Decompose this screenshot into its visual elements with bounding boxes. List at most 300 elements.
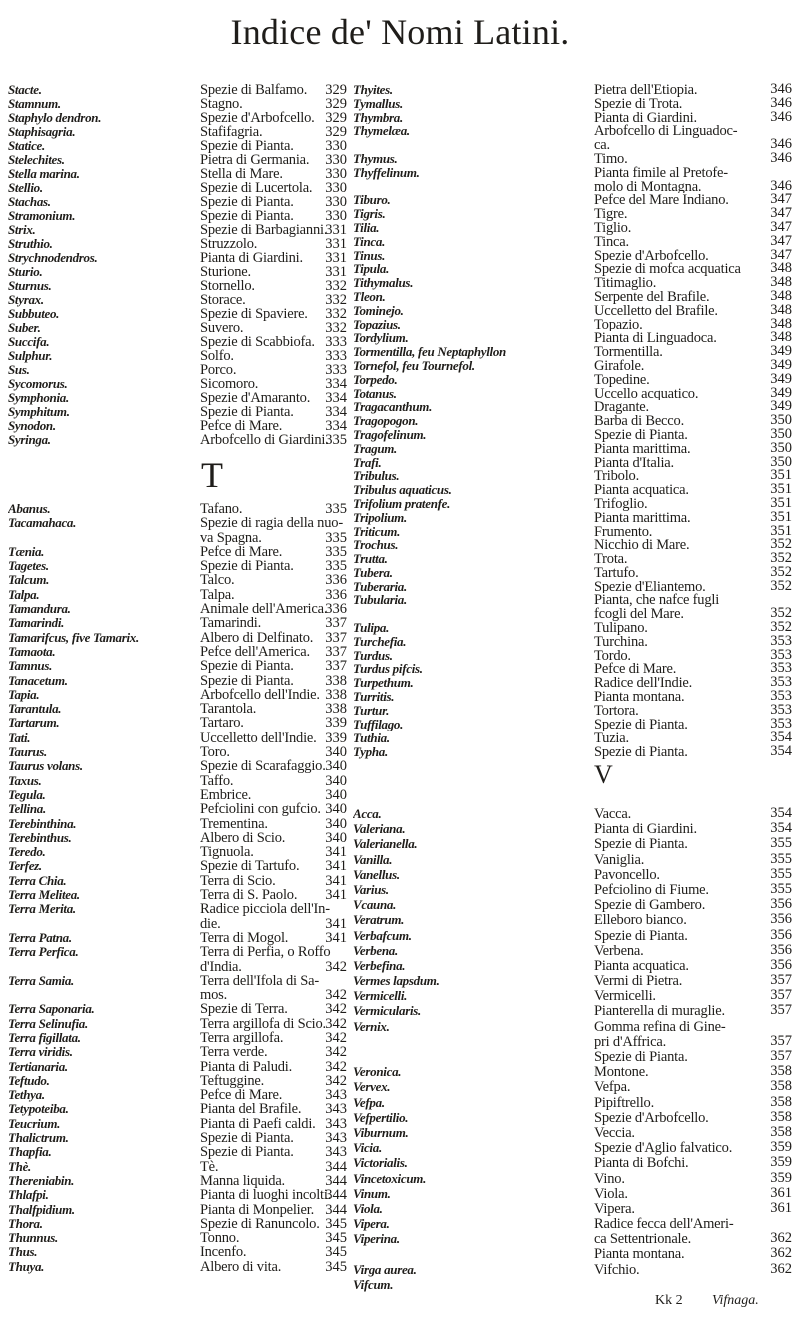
page-number: 340 — [325, 759, 347, 774]
col1-t-block — [8, 502, 198, 1274]
latin-name: Verbena. — [353, 942, 398, 958]
latin-name: Thymus. — [353, 151, 398, 166]
index-entry — [200, 859, 347, 873]
index-entry — [594, 690, 792, 704]
latin-name: Thuya. — [8, 1259, 45, 1274]
italian-name: Pianta d'Italia. — [594, 455, 674, 470]
italian-name: Elleboro bianco. — [594, 912, 687, 928]
latin-name: Taxus. — [8, 773, 42, 788]
page-number: 357 — [770, 1003, 792, 1019]
page-number: 351 — [770, 510, 792, 525]
index-entry — [594, 138, 792, 152]
latin-name: Thè. — [8, 1159, 31, 1174]
page-number: 338 — [325, 687, 347, 703]
italian-name: Spezie di Lucertola. — [200, 181, 313, 195]
latin-name: Victorialis. — [353, 1155, 408, 1171]
page-number: 345 — [325, 1216, 347, 1232]
italian-name: Animale dell'America. — [200, 602, 328, 617]
page-number: 342 — [325, 1045, 347, 1060]
latin-name: Turpethum. — [353, 676, 414, 691]
index-entry — [594, 593, 792, 607]
index-entry — [594, 867, 792, 882]
index-entry — [594, 469, 792, 483]
latin-name: Tanacetum. — [8, 673, 68, 688]
index-entry — [594, 221, 792, 235]
latin-name: Viperina. — [353, 1231, 400, 1247]
page-number: 341 — [325, 930, 347, 946]
footer-catchword: Vifnaga. — [712, 1293, 759, 1308]
latin-name: Tribulus aquaticus. — [353, 483, 452, 497]
page-number: 356 — [770, 912, 792, 928]
index-entry — [594, 1079, 792, 1094]
col3-v-block — [353, 806, 591, 1292]
index-entry — [594, 111, 792, 125]
page-number: 329 — [325, 97, 347, 111]
index-entry — [594, 1216, 792, 1231]
italian-name: Pefciolini con gufcio. — [200, 802, 321, 817]
index-entry — [200, 917, 347, 931]
page-number: 335 — [325, 559, 347, 574]
page-number: 346 — [770, 179, 792, 194]
page-number: 354 — [770, 731, 792, 746]
index-entry — [200, 1188, 347, 1202]
page-number: 362 — [770, 1261, 792, 1277]
col3-t-block — [353, 83, 591, 759]
index-entry — [594, 525, 792, 539]
latin-name: Tigris. — [353, 207, 386, 221]
latin-name: Viburnum. — [353, 1124, 409, 1140]
latin-name: Trifolium pratenfe. — [353, 496, 451, 511]
page-number: 337 — [325, 659, 347, 674]
index-entry — [200, 1231, 347, 1245]
index-entry — [594, 676, 792, 690]
latin-name: Verbafcum. — [353, 927, 412, 943]
italian-name: Tè. — [200, 1159, 219, 1174]
index-entry — [594, 912, 792, 927]
page-number: 353 — [770, 648, 792, 663]
italian-name: Spezie d'Amaranto. — [200, 391, 311, 405]
page-number: 350 — [770, 414, 792, 428]
latin-name: Tertianaria. — [8, 1059, 68, 1074]
page-number: 335 — [325, 530, 347, 545]
index-entry — [200, 1088, 347, 1102]
italian-name: Vefpa. — [594, 1079, 631, 1095]
latin-name: Terebinthina. — [8, 816, 77, 831]
page-number: 329 — [325, 111, 347, 125]
latin-name: Strix. — [8, 223, 36, 237]
index-entry — [594, 731, 792, 745]
italian-name: pri d'Affrica. — [594, 1033, 667, 1049]
page-number: 346 — [770, 138, 792, 152]
index-entry — [594, 207, 792, 221]
italian-name: Tartufo. — [594, 565, 639, 580]
italian-name: Pianterella di muraglie. — [594, 1003, 725, 1019]
page-number: 351 — [770, 524, 792, 539]
page-number: 334 — [325, 419, 347, 433]
italian-name: Pefciolino di Fiume. — [594, 881, 709, 898]
latin-name: Staphylo dendron. — [8, 111, 102, 125]
latin-name: Terra Merita. — [8, 902, 76, 917]
index-entry — [594, 821, 792, 836]
page-number: 349 — [770, 358, 792, 373]
index-entry — [594, 304, 792, 318]
italian-name: Stella di Mare. — [200, 167, 283, 181]
latin-name: Talpa. — [8, 587, 40, 602]
page-number: 350 — [770, 441, 792, 456]
page-number: 344 — [325, 1188, 347, 1203]
page-number: 341 — [325, 845, 347, 860]
latin-name: Tamnus. — [8, 659, 53, 674]
index-entry — [594, 928, 792, 943]
page-number: 335 — [325, 544, 347, 560]
italian-name: Vacca. — [594, 806, 632, 822]
latin-name: Tuthia. — [353, 731, 390, 746]
latin-name: Taurus. — [8, 745, 47, 760]
italian-name: Dragante. — [594, 400, 649, 415]
italian-name: Pianta, che nafce fugli — [594, 593, 720, 608]
page-number: 334 — [325, 405, 347, 419]
italian-name: Spezie di ragia della nuo- — [200, 516, 343, 531]
italian-name: Pianta di Giardini. — [594, 821, 697, 837]
latin-name: Turchefia. — [353, 634, 407, 649]
latin-name — [8, 917, 198, 931]
latin-name — [353, 1246, 591, 1261]
latin-name: Tetypoteiba. — [8, 1102, 69, 1117]
page-number: 351 — [770, 469, 792, 484]
italian-name: Terra verde. — [200, 1045, 268, 1060]
latin-name: Tegula. — [8, 787, 46, 802]
page-number: 351 — [770, 496, 792, 511]
page-number: 358 — [770, 1079, 792, 1095]
italian-name: Albero di vita. — [200, 1259, 282, 1275]
italian-name: Stafifagria. — [200, 125, 263, 139]
page-number: 359 — [770, 1155, 792, 1171]
italian-name: Tonno. — [200, 1231, 240, 1246]
latin-name: Tribulus. — [353, 469, 400, 484]
index-entry — [594, 988, 792, 1003]
page-number: 354 — [770, 821, 792, 837]
italian-name: Tamarindi. — [200, 616, 262, 631]
index-entry — [200, 1174, 347, 1188]
page-number: 349 — [770, 372, 792, 387]
italian-name: Spezie di Terra. — [200, 1002, 288, 1017]
page-number: 358 — [770, 1094, 792, 1110]
italian-name: Spezie di mofca acquatica — [594, 262, 741, 277]
index-entry — [594, 852, 792, 867]
italian-name: Pianta di luoghi incolti. — [200, 1188, 332, 1203]
index-entry — [200, 349, 347, 363]
latin-name: Vicia. — [353, 1140, 382, 1156]
latin-name: Turritis. — [353, 690, 395, 704]
latin-name: Thalfpidium. — [8, 1202, 75, 1217]
latin-name: Terra Saponaria. — [8, 1002, 95, 1017]
italian-name: Pianta acquatica. — [594, 957, 689, 974]
latin-name — [353, 1049, 591, 1064]
latin-name: Tripolium. — [353, 510, 407, 525]
index-entry — [200, 209, 347, 223]
page-number: 337 — [325, 644, 347, 660]
index-entry — [200, 1002, 347, 1016]
page-number: 342 — [325, 988, 347, 1003]
latin-name: Succifa. — [8, 335, 50, 349]
index-entry — [594, 836, 792, 851]
page-number: 330 — [325, 153, 347, 167]
latin-name: Tilia. — [353, 220, 380, 235]
index-entry — [200, 321, 347, 335]
italian-name: Viola. — [594, 1185, 628, 1201]
page-number: 353 — [770, 690, 792, 704]
italian-name: Spezie d'Eliantemo. — [594, 579, 706, 594]
index-entry — [200, 1102, 347, 1116]
italian-name: Tordo. — [594, 648, 631, 663]
latin-name: Turdus pifcis. — [353, 662, 423, 677]
italian-name: Pianta di Monpelier. — [200, 1202, 314, 1217]
index-entry — [200, 251, 347, 265]
italian-name: Radice dell'Indie. — [594, 676, 693, 691]
italian-name: Tortora. — [594, 703, 639, 718]
italian-name: Teftuggine. — [200, 1073, 265, 1089]
page-number: 358 — [770, 1064, 792, 1080]
page-number: 348 — [770, 276, 792, 290]
page-number: 338 — [325, 673, 347, 688]
italian-name: Pavoncello. — [594, 866, 660, 882]
latin-name: Stramonium. — [8, 209, 76, 223]
italian-name: Pefce di Mare. — [594, 662, 677, 677]
index-entry — [594, 1019, 792, 1034]
latin-name: Totanus. — [353, 386, 397, 401]
index-entry — [200, 960, 347, 974]
page-number: 336 — [325, 602, 347, 617]
page-number: 333 — [325, 363, 347, 377]
latin-name: Tubularia. — [353, 593, 407, 608]
latin-name: Stamnum. — [8, 97, 61, 111]
italian-name: Pefce del Mare Indiano. — [594, 193, 729, 208]
italian-name: Arbofcello di Giardini. — [200, 433, 329, 447]
page-number: 352 — [770, 607, 792, 622]
page-number: 361 — [770, 1185, 792, 1201]
latin-name: Suber. — [8, 321, 41, 335]
latin-name: Tominejo. — [353, 303, 404, 318]
index-entry — [200, 307, 347, 321]
index-entry — [200, 391, 347, 405]
index-entry — [594, 97, 792, 111]
page-number: 344 — [325, 1202, 347, 1217]
page-number: 352 — [770, 565, 792, 580]
italian-name: Spezie di Barbagianni. — [200, 223, 328, 237]
italian-name: Vermicelli. — [594, 988, 656, 1004]
latin-name: Strychnodendros. — [8, 251, 98, 265]
index-entry — [594, 262, 792, 276]
latin-name: Talcum. — [8, 573, 50, 588]
index-entry — [594, 566, 792, 580]
latin-name: Tagetes. — [8, 559, 49, 574]
italian-name: Spezie di Scabbiofa. — [200, 335, 315, 349]
page-number: 352 — [770, 579, 792, 594]
italian-name: Girafole. — [594, 358, 645, 373]
latin-name: Teftudo. — [8, 1073, 50, 1088]
index-entry — [200, 83, 347, 97]
latin-name: Teredo. — [8, 845, 46, 860]
page-number: 332 — [325, 279, 347, 293]
latin-name: Tormentilla, feu Neptaphyllon — [353, 345, 506, 359]
latin-name: Tiburo. — [353, 193, 391, 208]
index-entry — [594, 511, 792, 525]
page-number: 340 — [325, 773, 347, 788]
index-entry — [594, 331, 792, 345]
page-number: 342 — [325, 1016, 347, 1031]
page-number: 342 — [325, 1073, 347, 1089]
index-entry — [200, 931, 347, 945]
latin-name: Valerianella. — [353, 836, 418, 852]
index-entry — [200, 237, 347, 251]
italian-name: va Spagna. — [200, 530, 262, 545]
italian-name: Spezie di Pianta. — [200, 209, 294, 223]
index-entry — [594, 180, 792, 194]
index-entry — [594, 973, 792, 988]
index-entry — [594, 193, 792, 207]
italian-name: die. — [200, 916, 221, 931]
page-number: 352 — [770, 621, 792, 635]
index-entry — [200, 1017, 347, 1031]
index-entry — [200, 831, 347, 845]
index-entry — [200, 1160, 347, 1174]
index-entry — [594, 1049, 792, 1064]
index-entry — [594, 428, 792, 442]
latin-name: Styrax. — [8, 293, 44, 307]
latin-name: Vanilla. — [353, 851, 393, 867]
latin-name: Tellina. — [8, 802, 46, 817]
italian-name: Talco. — [200, 573, 235, 588]
index-entry — [594, 318, 792, 332]
latin-name: Typha. — [353, 745, 388, 760]
page-number: 356 — [770, 942, 792, 958]
page-number: 354 — [770, 745, 792, 760]
latin-name: Valeriana. — [353, 821, 406, 837]
index-entry — [200, 265, 347, 279]
italian-name: Pianta del Brafile. — [200, 1102, 302, 1117]
index-entry — [594, 373, 792, 387]
page-number: 353 — [770, 717, 792, 732]
page-number: 337 — [325, 616, 347, 631]
index-entry — [594, 1125, 792, 1140]
index-entry — [594, 124, 792, 138]
latin-name: Sturnus. — [8, 279, 52, 293]
latin-name: Tapia. — [8, 687, 40, 702]
italian-name: Tinca. — [594, 234, 629, 249]
page-number: 342 — [325, 1059, 347, 1074]
page-number: 347 — [770, 207, 792, 221]
italian-name: Terra di Scio. — [200, 873, 276, 889]
latin-name — [353, 138, 591, 152]
latin-name: Symphonia. — [8, 391, 69, 405]
italian-name: Tiglio. — [594, 220, 632, 235]
index-entry — [200, 1031, 347, 1045]
index-entry — [200, 602, 347, 616]
index-entry — [200, 1060, 347, 1074]
latin-name: Thapfia. — [8, 1145, 52, 1160]
italian-name: Embrice. — [200, 787, 252, 803]
col2-s-block — [200, 83, 347, 447]
italian-name: Spezie di Pianta. — [594, 427, 688, 442]
page-number: 336 — [325, 573, 347, 588]
italian-name: Timo. — [594, 151, 628, 166]
italian-name: Vifchio. — [594, 1261, 640, 1277]
latin-name: Terra Patna. — [8, 930, 72, 945]
index-entry — [200, 125, 347, 139]
italian-name: Struzzolo. — [200, 237, 258, 251]
latin-name: Tinca. — [353, 234, 386, 249]
latin-name: Veratrum. — [353, 912, 405, 928]
section-letter-t: T — [201, 455, 223, 495]
latin-name: Vanellus. — [353, 866, 400, 882]
index-entry — [200, 888, 347, 902]
index-entry — [594, 235, 792, 249]
latin-name: Tragofelinum. — [353, 427, 427, 442]
index-entry — [200, 1245, 347, 1259]
page-number: 336 — [325, 587, 347, 603]
page-number: 353 — [770, 676, 792, 691]
index-entry — [594, 1201, 792, 1216]
index-entry — [200, 774, 347, 788]
page-number: 350 — [770, 427, 792, 442]
page-number: 346 — [770, 83, 792, 97]
page-number: 347 — [770, 234, 792, 249]
italian-name: Pefce di Mare. — [200, 1088, 283, 1103]
page-number: 349 — [770, 400, 792, 415]
index-entry — [594, 1095, 792, 1110]
italian-name: Sturione. — [200, 265, 251, 279]
index-entry — [594, 806, 792, 821]
index-entry — [200, 573, 347, 587]
page-number: 331 — [325, 223, 347, 237]
latin-name: Tuffilago. — [353, 717, 404, 732]
index-entry — [594, 1262, 792, 1277]
page-number: 354 — [770, 806, 792, 821]
italian-name: Terra di Mogol. — [200, 930, 289, 946]
latin-name: Sturio. — [8, 265, 43, 279]
page-number: 337 — [325, 630, 347, 645]
page-number: 345 — [325, 1245, 347, 1260]
index-entry — [200, 702, 347, 716]
page-number: 341 — [325, 888, 347, 903]
italian-name: Spezie di Ranuncolo. — [200, 1216, 320, 1232]
italian-name: Pianta di Giardini. — [594, 110, 697, 125]
latin-name: Trafi. — [353, 455, 382, 470]
index-entry — [200, 97, 347, 111]
italian-name: ca Settentrionale. — [594, 1231, 692, 1247]
italian-name: Pianta acquatica. — [594, 483, 689, 497]
col2-t-block — [200, 502, 347, 1274]
page-number: 347 — [770, 220, 792, 235]
index-entry — [594, 359, 792, 373]
latin-name: Vcauna. — [353, 897, 397, 913]
index-entry — [200, 631, 347, 645]
index-entry — [200, 223, 347, 237]
latin-name: Vefpa. — [353, 1094, 385, 1110]
page-number: 352 — [770, 552, 792, 566]
page-number: 356 — [770, 897, 792, 913]
index-entry — [594, 662, 792, 676]
italian-name: Terra argillofa. — [200, 1030, 284, 1046]
italian-name: Spezie d'Aglio falvatico. — [594, 1140, 733, 1156]
index-entry — [200, 988, 347, 1002]
italian-name: Tafano. — [200, 502, 243, 517]
page-number: 335 — [325, 502, 347, 517]
index-entry — [200, 545, 347, 559]
latin-name: Sycomorus. — [8, 377, 68, 391]
latin-name: Thlafpi. — [8, 1188, 49, 1203]
latin-name: Thyffelinum. — [353, 165, 420, 180]
